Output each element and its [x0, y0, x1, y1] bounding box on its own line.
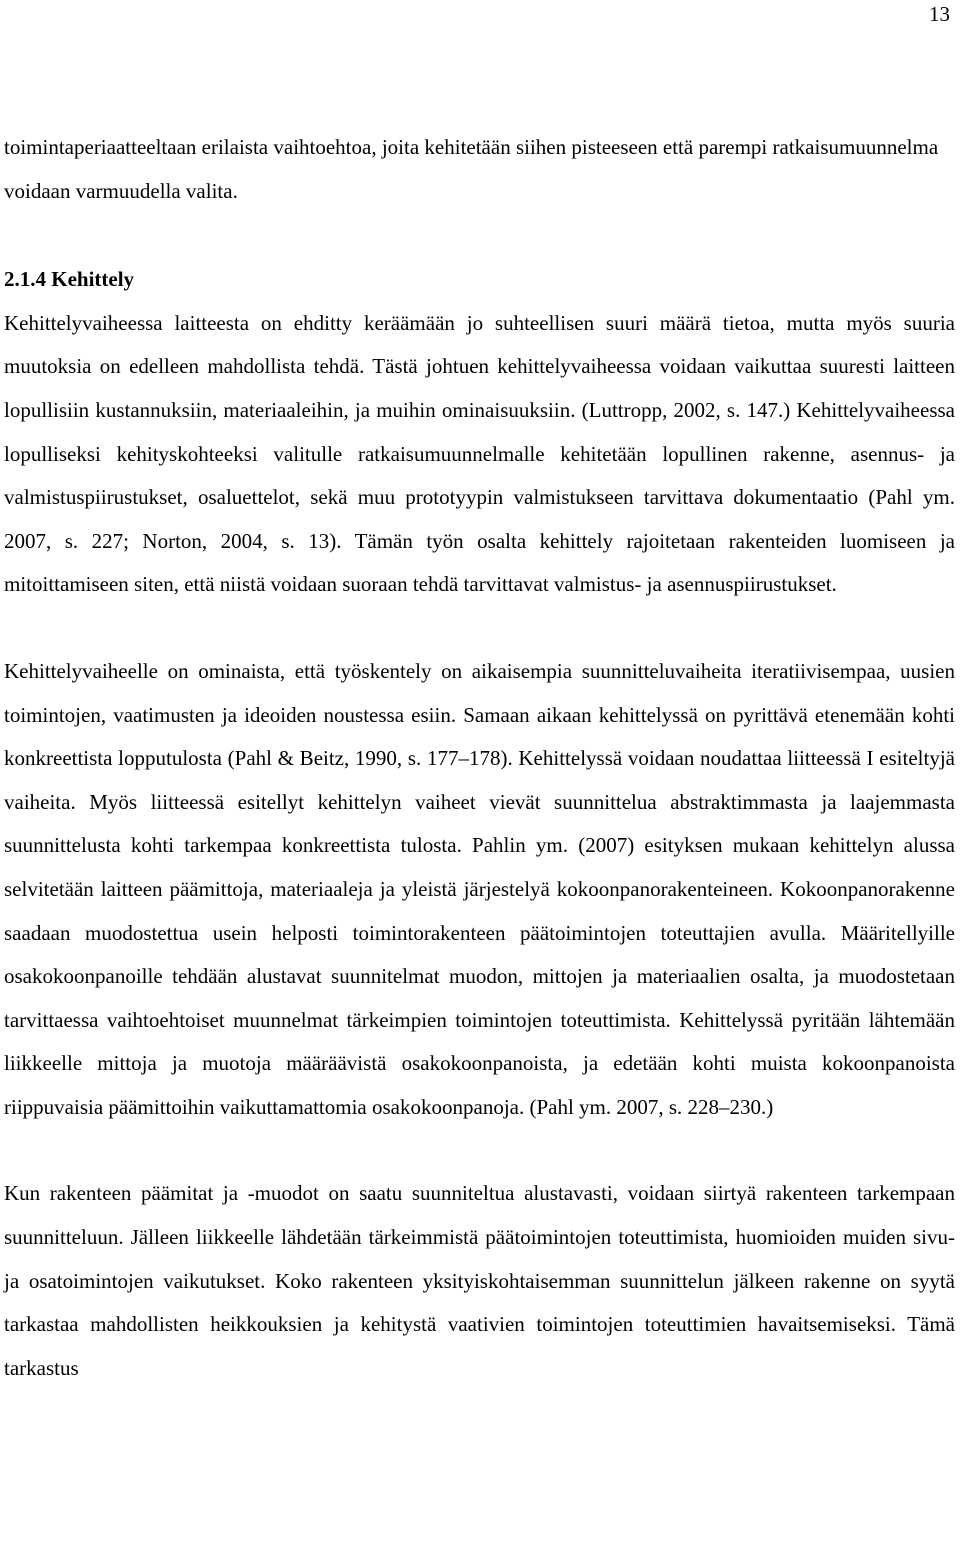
- body-paragraph-1: Kehittelyvaiheessa laitteesta on ehditty keräämään jo suhteellisen suuri määrä tietoa, mutta myös suuria muutoksia on edelleen mahdollista tehdä. Tästä johtuen kehittelyvaiheessa voidaan vaikuttaa suuresti laitteen lopullisiin kustannuksiin, materiaaleihin, ja muihin ominaisuuksiin. (Luttropp, 2002, s. 147.) Kehittelyvaiheessa lopulliseksi kehityskohteeksi valitulle ratkaisumuunnelmalle kehitetään lopullinen rakenne, asennus- ja valmistuspiirustukset, osaluettelot, sekä muu prototyypin valmistukseen tarvittava dokumentaatio (Pahl ym. 2007, s. 227; Norton, 2004, s. 13). Tämän työn osalta kehittely rajoitetaan rakenteiden luomiseen ja mitoittamiseen siten, että niistä voidaan suoraan tehdä tarvittavat valmistus- ja asennuspiirustukset.: [4, 310, 955, 597]
- body-paragraph-3: Kun rakenteen päämitat ja -muodot on saatu suunniteltua alustavasti, voidaan siirtyä rakenteen tarkempaan suunnitteluun. Jälleen liikkeelle lähdetään tärkeimmistä päätoimintojen toteuttimista, huomioiden muiden sivu- ja osatoimintojen vaikutukset. Koko rakenteen yksityiskohtaisemman suunnittelun jälkeen rakenne on syytä tarkastaa mahdollisten heikkouksien ja kehitystä vaativien toimintojen toteuttimien havaitsemiseksi. Tämä tarkastus: [4, 1181, 955, 1380]
- intro-paragraph: toimintaperiaatteeltaan erilaista vaihtoehtoa, joita kehitetään siihen pisteeseen että parempi ratkaisumuunnelma voidaan varmuudella valita.: [4, 135, 939, 203]
- section-heading: 2.1.4 Kehittely: [4, 267, 135, 292]
- spacer: [4, 213, 955, 258]
- spacer: [4, 607, 955, 650]
- body-paragraph-2: Kehittelyvaiheelle on ominaista, että työskentely on aikaisempia suunnitteluvaiheita iteratiivisempaa, uusien toimintojen, vaatimusten ja ideoiden noustessa esiin. Samaan aikaan kehittelyssä on pyrittävä etenemään kohti konkreettista lopputulosta (Pahl & Beitz, 1990, s. 177–178). Kehittelyssä voidaan noudattaa liitteessä I esiteltyjä vaiheita. Myös liitteessä esitellyt kehittelyn vaiheet vievät suunnittelua abstraktimmasta ja laajemmasta suunnittelusta kohti tarkempaa konkreettista tulosta. Pahlin ym. (2007) esityksen mukaan kehittelyn alussa selvitetään laitteen päämittoja, materiaaleja ja yleistä järjestelyä kokoonpanorakenteineen. Kokoonpanorakenne saadaan muodostettua usein helposti toimintorakenteen päätoimintojen toteuttajien avulla. Määritellyille osakokoonpanoille tehdään alustavat suunnitelmat muodon, mittojen ja materiaalien osalta, ja muodostetaan tarvittaessa vaihtoehtoiset muunnelmat tärkeimpien toimintojen toteuttimista. Kehittelyssä pyritään lähtemään liikkeelle mittoja ja muotoja määräävistä osakokoonpanoista, ja edetään kohti muista kokoonpanoista riippuvaisia päämittoihin vaikuttamattomia osakokoonpanoja. (Pahl ym. 2007, s. 228–230.): [4, 658, 955, 1119]
- document-body: [4, 126, 955, 1390]
- spacer: [4, 1129, 955, 1172]
- page-number: 13: [929, 2, 950, 26]
